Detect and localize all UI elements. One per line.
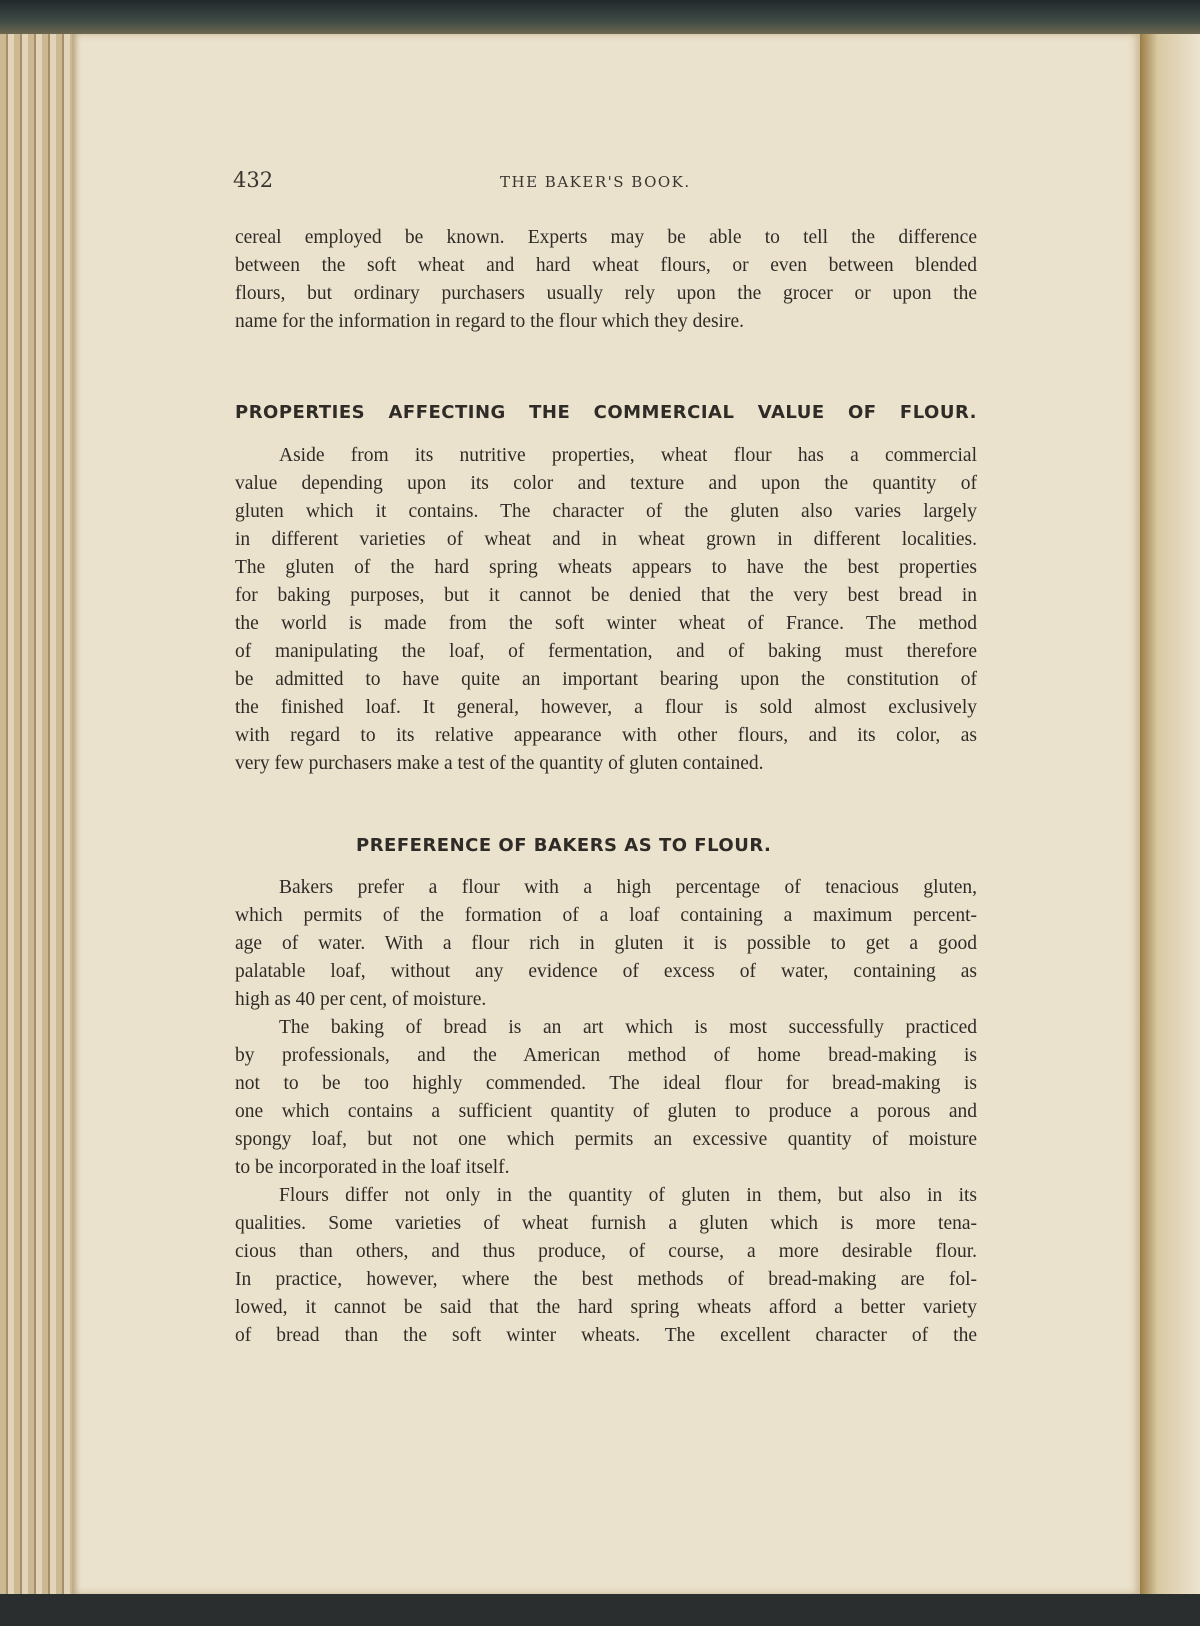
text-line: of manipulating the loaf, of fermentation, and of baking must therefore [235,641,977,662]
text-line: which permits of the formation of a loaf containing a maximum percent- [235,905,977,926]
text-line: cious than others, and thus produce, of course, a more desirable flour. [235,1241,977,1262]
paragraph-1 [235,224,977,336]
text-line: the finished loaf. It general, however, a flour is sold almost exclusively [235,697,977,718]
text-line: name for the information in regard to the flour which they desire. [235,311,744,332]
book-gutter [1140,34,1200,1594]
text-line: very few purchasers make a test of the quantity of gluten contained. [235,753,764,774]
page-stack-edge [0,34,80,1594]
book-cover-top [0,0,1200,34]
text-line: palatable loaf, without any evidence of excess of water, containing as [235,961,977,982]
section-heading-1: PROPERTIES AFFECTING THE COMMERCIAL VALUE OF FLOUR. [235,402,977,423]
text-line: age of water. With a flour rich in gluten it is possible to get a good [235,933,977,954]
text-line: In practice, however, where the best methods of bread-making are fol- [235,1269,977,1290]
text-line: one which contains a sufficient quantity of gluten to produce a porous and [235,1101,977,1122]
text-line: value depending upon its color and texture and upon the quantity of [235,473,977,494]
text-line: The baking of bread is an art which is most successfully practiced [279,1017,977,1038]
text-line: flours, but ordinary purchasers usually rely upon the grocer or upon the [235,283,977,304]
paragraph-5 [235,1182,977,1350]
text-line: high as 40 per cent, of moisture. [235,989,487,1010]
text-line: with regard to its relative appearance with other flours, and its color, as [235,725,977,746]
text-line: of bread than the soft winter wheats. The excellent character of the [235,1325,977,1346]
text-line: between the soft wheat and hard wheat flours, or even between blended [235,255,977,276]
text-line: be admitted to have quite an important bearing upon the constitution of [235,669,977,690]
running-title: THE BAKER'S BOOK. [500,173,691,191]
text-line: Aside from its nutritive properties, wheat flour has a commercial [279,445,977,466]
text-line: for baking purposes, but it cannot be denied that the very best bread in [235,585,977,606]
paragraph-2 [235,442,977,778]
paragraph-3 [235,874,977,1014]
text-line: spongy loaf, but not one which permits an excessive quantity of moisture [235,1129,977,1150]
text-line: gluten which it contains. The character of the gluten also varies largely [235,501,977,522]
text-line: qualities. Some varieties of wheat furnish a gluten which is more tena- [235,1213,977,1234]
text-line: by professionals, and the American method of home bread-making is [235,1045,977,1066]
text-line: in different varieties of wheat and in wheat grown in different localities. [235,529,977,550]
page-number: 432 [233,168,274,192]
text-line: The gluten of the hard spring wheats appears to have the best properties [235,557,977,578]
text-line: Flours differ not only in the quantity of gluten in them, but also in its [279,1185,977,1206]
background-bottom [0,1594,1200,1626]
text-line: Bakers prefer a flour with a high percentage of tenacious gluten, [279,877,977,898]
text-line: the world is made from the soft winter wheat of France. The method [235,613,977,634]
text-line: not to be too highly commended. The ideal flour for bread-making is [235,1073,977,1094]
text-line: lowed, it cannot be said that the hard spring wheats afford a better variety [235,1297,977,1318]
text-line: to be incorporated in the loaf itself. [235,1157,510,1178]
section-heading-2: PREFERENCE OF BAKERS AS TO FLOUR. [356,835,772,856]
paragraph-4 [235,1014,977,1182]
text-line: cereal employed be known. Experts may be able to tell the difference [235,227,977,248]
